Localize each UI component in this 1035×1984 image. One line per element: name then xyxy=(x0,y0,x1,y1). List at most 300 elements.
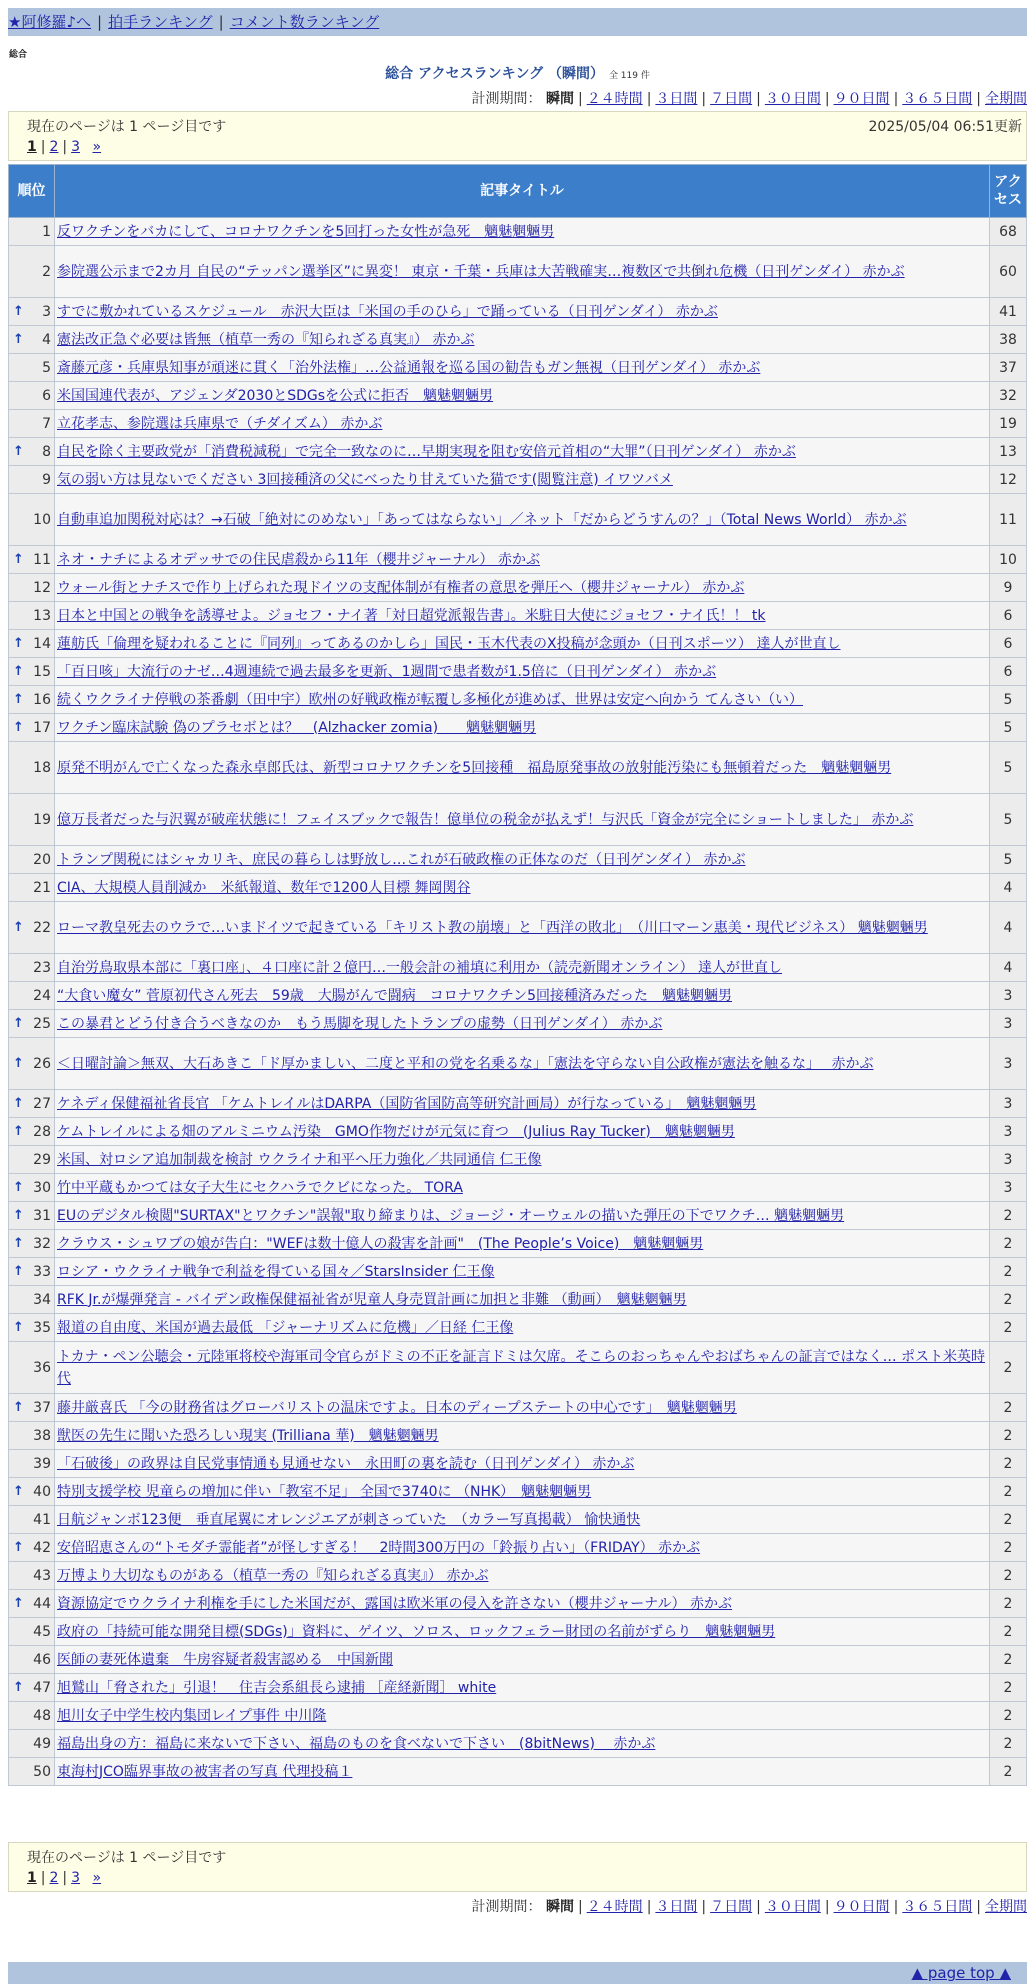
clap-ranking-link[interactable]: 拍手ランキング xyxy=(108,13,213,31)
table-row xyxy=(9,794,1027,846)
access-count: 4 xyxy=(990,954,1027,982)
article-link[interactable]: 万博より大切なものがある（植草一秀の『知られざる真実』） 赤かぶ xyxy=(57,1567,489,1584)
rank-number: 43 xyxy=(33,1567,51,1584)
up-arrow-icon: ↑ xyxy=(13,691,24,707)
table-row xyxy=(9,742,1027,794)
article-link[interactable]: 蓮舫氏「倫理を疑われることに『同列』ってあるのかしら」国民・玉木代表のX投稿が念頭か（日刊スポーツ） 達人が世直し xyxy=(57,635,841,652)
article-link[interactable]: 藤井厳喜氏 「今の財務省はグローバリストの温床ですよ。日本のディープステートの中心です」 魑魅魍魎男 xyxy=(57,1399,737,1416)
rank-cell xyxy=(9,298,55,326)
table-row xyxy=(9,1010,1027,1038)
rank-cell xyxy=(9,874,55,902)
comment-ranking-link[interactable]: コメント数ランキング xyxy=(229,13,380,31)
access-count: 3 xyxy=(990,1146,1027,1174)
article-link[interactable]: 旭川女子中学生校内集団レイプ事件 中川隆 xyxy=(57,1707,327,1724)
title-cell xyxy=(55,1758,990,1786)
rank-cell xyxy=(9,246,55,298)
period-link-365d[interactable]: ３６５日間 xyxy=(902,1899,973,1915)
access-count: 11 xyxy=(990,494,1027,546)
title-cell xyxy=(55,1702,990,1730)
table-row xyxy=(9,1342,1027,1394)
article-link[interactable]: 自動車追加関税対応は？→石破「絶対にのめない」「あってはならない」／ネット「だからどうすんの？」（Total News World） 赤かぶ xyxy=(57,511,907,528)
article-link[interactable]: ＜日曜討論＞無双、大石あきこ「ド厚かましい、二度と平和の党を名乗るな」「憲法を守らない自公政権が憲法を触るな」 赤かぶ xyxy=(57,1055,874,1072)
rank-cell xyxy=(9,1174,55,1202)
rank-cell xyxy=(9,1010,55,1038)
table-row xyxy=(9,1146,1027,1174)
category-label: 総合 xyxy=(9,50,28,60)
page-link-next[interactable]: » xyxy=(92,139,102,155)
title-cell xyxy=(55,874,990,902)
article-link[interactable]: 斎藤元彦・兵庫県知事が頑迷に貫く「治外法権」…公益通報を巡る国の勧告もガン無視（日刊ゲンダイ） 赤かぶ xyxy=(57,359,761,376)
article-link[interactable]: トランプ関税にはシャカリキ、庶民の暮らしは野放し…これが石破政権の正体なのだ（日刊ゲンダイ） 赤かぶ xyxy=(57,851,746,868)
rank-number: 14 xyxy=(33,635,51,652)
article-link[interactable]: 億万長者だった与沢翼が破産状態に！フェイスブックで報告！億単位の税金が払えず！与沢氏「資金が完全にショートしました」 赤かぶ xyxy=(57,811,914,828)
title-cell xyxy=(55,714,990,742)
current-page-text: 現在のページは 1 ページ目です xyxy=(27,119,227,135)
article-link[interactable]: 自民を除く主要政党が「消費税減税」で完全一致なのに…早期実現を阻む安倍元首相の“大罪”（日刊ゲンダイ） 赤かぶ xyxy=(57,443,796,460)
access-count: 5 xyxy=(990,846,1027,874)
rank-cell xyxy=(9,326,55,354)
period-current: 瞬間 xyxy=(545,91,574,107)
article-link[interactable]: 原発不明がんで亡くなった森永卓郎氏は、新型コロナワクチンを5回接種 福島原発事故の放射能汚染にも無頓着だった 魑魅魍魎男 xyxy=(57,759,892,776)
up-arrow-icon: ↑ xyxy=(13,1483,24,1499)
access-count: 19 xyxy=(990,410,1027,438)
access-count: 12 xyxy=(990,466,1027,494)
table-row xyxy=(9,902,1027,954)
article-link[interactable]: 福島出身の方：福島に来ないで下さい、福島のものを食べないで下さい (8bitNews) 赤かぶ xyxy=(57,1735,656,1752)
rank-number: 44 xyxy=(33,1595,51,1612)
rank-cell xyxy=(9,1590,55,1618)
up-arrow-icon: ↑ xyxy=(13,919,24,935)
table-row xyxy=(9,1202,1027,1230)
access-count: 60 xyxy=(990,246,1027,298)
table-row xyxy=(9,982,1027,1010)
article-link[interactable]: 米国、対ロシア追加制裁を検討 ウクライナ和平へ圧力強化／共同通信 仁王像 xyxy=(57,1151,542,1168)
article-link[interactable]: 米国国連代表が、アジェンダ2030とSDGsを公式に拒否 魑魅魍魎男 xyxy=(57,387,494,404)
up-arrow-icon: ↑ xyxy=(13,1235,24,1251)
access-count: 2 xyxy=(990,1450,1027,1478)
pagination: 1 | 2 | 3 » xyxy=(27,1870,102,1886)
access-count: 2 xyxy=(990,1286,1027,1314)
access-count: 6 xyxy=(990,630,1027,658)
rank-cell xyxy=(9,1286,55,1314)
page-title xyxy=(0,63,1035,83)
rank-number: 30 xyxy=(33,1179,51,1196)
up-arrow-icon: ↑ xyxy=(13,551,24,567)
access-count: 2 xyxy=(990,1342,1027,1394)
rank-cell xyxy=(9,954,55,982)
access-count: 41 xyxy=(990,298,1027,326)
up-arrow-icon: ↑ xyxy=(13,1679,24,1695)
nav-separator: | xyxy=(97,13,103,31)
table-row xyxy=(9,218,1027,246)
table-row xyxy=(9,1562,1027,1590)
up-arrow-icon: ↑ xyxy=(13,663,24,679)
rank-cell xyxy=(9,1258,55,1286)
rank-cell xyxy=(9,1730,55,1758)
title-cell xyxy=(55,1506,990,1534)
article-link[interactable]: 自治労鳥取県本部に「裏口座」、４口座に計２億円…一般会計の補填に利用か（読売新聞オンライン） 達人が世直し xyxy=(57,959,783,976)
title-cell xyxy=(55,1730,990,1758)
access-count: 2 xyxy=(990,1422,1027,1450)
ranking-table xyxy=(8,164,1027,1786)
article-link[interactable]: 獣医の先生に聞いた恐ろしい現実 (Trilliana 華) 魑魅魍魎男 xyxy=(57,1427,439,1444)
rank-number: 4 xyxy=(42,331,51,348)
up-arrow-icon: ↑ xyxy=(13,303,24,319)
article-link[interactable]: 報道の自由度、米国が過去最低 「ジャーナリズムに危機」／日経 仁王像 xyxy=(57,1319,514,1336)
article-link[interactable]: 日航ジャンボ123便 垂直尾翼にオレンジエアが刺さっていた （カラー写真掲載） 愉快通快 xyxy=(57,1511,641,1528)
title-cell xyxy=(55,298,990,326)
rank-number: 49 xyxy=(33,1735,51,1752)
title-cell xyxy=(55,1118,990,1146)
rank-number: 33 xyxy=(33,1263,51,1280)
article-link[interactable]: ネオ・ナチによるオデッサでの住民虐殺から11年（櫻井ジャーナル） 赤かぶ xyxy=(57,551,541,568)
title-cell xyxy=(55,658,990,686)
table-row xyxy=(9,602,1027,630)
period-link-7d[interactable]: ７日間 xyxy=(710,1899,753,1915)
table-row xyxy=(9,1478,1027,1506)
access-count: 9 xyxy=(990,574,1027,602)
rank-number: 13 xyxy=(33,607,51,624)
table-row xyxy=(9,1174,1027,1202)
title-cell xyxy=(55,574,990,602)
table-row xyxy=(9,466,1027,494)
table-row xyxy=(9,382,1027,410)
title-cell xyxy=(55,1618,990,1646)
article-link[interactable]: この暴君とどう付き合うべきなのか もう馬脚を現したトランプの虚勢（日刊ゲンダイ） 赤かぶ xyxy=(57,1015,663,1032)
article-link[interactable]: ウォール街とナチスで作り上げられた現ドイツの支配体制が有権者の意思を弾圧へ（櫻井ジャーナル） 赤かぶ xyxy=(57,579,745,596)
table-row xyxy=(9,494,1027,546)
rank-cell xyxy=(9,982,55,1010)
page-info-bottom xyxy=(8,1842,1027,1892)
rank-cell xyxy=(9,846,55,874)
rank-number: 11 xyxy=(33,551,51,568)
title-cell xyxy=(55,630,990,658)
up-arrow-icon: ↑ xyxy=(13,1055,24,1071)
access-count: 3 xyxy=(990,1010,1027,1038)
rank-number: 40 xyxy=(33,1483,51,1500)
article-link[interactable]: すでに敷かれているスケジュール 赤沢大臣は「米国の手のひら」で踊っている（日刊ゲンダイ） 赤かぶ xyxy=(57,303,718,320)
title-cell xyxy=(55,602,990,630)
rank-number: 3 xyxy=(42,303,51,320)
page-link-3[interactable]: 3 xyxy=(71,139,81,155)
page-link-1[interactable]: 1 xyxy=(27,1870,37,1886)
period-link-90d[interactable]: ９０日間 xyxy=(833,91,890,107)
article-link[interactable]: 憲法改正急ぐ必要は皆無（植草一秀の『知られざる真実』） 赤かぶ xyxy=(57,331,475,348)
column-header-title: 記事タイトル xyxy=(55,165,990,218)
title-cell xyxy=(55,218,990,246)
up-arrow-icon: ↑ xyxy=(13,1263,24,1279)
page-info-top xyxy=(8,111,1027,161)
title-cell xyxy=(55,1230,990,1258)
access-count: 2 xyxy=(990,1534,1027,1562)
page-top-link[interactable]: ▲ page top ▲ xyxy=(911,1964,1011,1982)
page-link-3[interactable]: 3 xyxy=(71,1870,81,1886)
title-cell xyxy=(55,354,990,382)
article-link[interactable]: “大食い魔女” 菅原初代さん死去 59歳 大腸がんで闘病 コロナワクチン5回接種済みだった 魑魅魍魎男 xyxy=(57,987,732,1004)
page-link-1[interactable]: 1 xyxy=(27,139,37,155)
page-link-2[interactable]: 2 xyxy=(49,1870,59,1886)
rank-number: 46 xyxy=(33,1651,51,1668)
title-cell xyxy=(55,246,990,298)
article-link[interactable]: 立花孝志、参院選は兵庫県で（チダイズム） 赤かぶ xyxy=(57,415,383,432)
article-link[interactable]: EUのデジタル検閲"SURTAX"とワクチン"誤報"取り締まりは、ジョージ・オーウェルの描いた弾圧の下でワクチ… 魑魅魍魎男 xyxy=(57,1207,845,1224)
ranking-title: 総合 アクセスランキング （瞬間） xyxy=(385,66,605,82)
rank-cell xyxy=(9,466,55,494)
title-cell xyxy=(55,902,990,954)
rank-cell xyxy=(9,1146,55,1174)
article-link[interactable]: 政府の「持続可能な開発目標(SDGs)」資料に、ゲイツ、ソロス、ロックフェラー財団の名前がずらり 魑魅魍魎男 xyxy=(57,1623,776,1640)
title-cell xyxy=(55,494,990,546)
rank-number: 38 xyxy=(33,1427,51,1444)
up-arrow-icon: ↑ xyxy=(13,1399,24,1415)
table-row xyxy=(9,1646,1027,1674)
table-row xyxy=(9,1702,1027,1730)
period-link-7d[interactable]: ７日間 xyxy=(710,91,753,107)
article-link[interactable]: RFK Jr.が爆弾発言 - バイデン政権保健福祉省が児童人身売買計画に加担と非難 （動画） 魑魅魍魎男 xyxy=(57,1291,687,1308)
title-cell xyxy=(55,846,990,874)
rank-number: 18 xyxy=(33,759,51,776)
access-count: 2 xyxy=(990,1506,1027,1534)
article-link[interactable]: 気の弱い方は見ないでください 3回接種済の父にべったり甘えていた猫です(閲覧注意) イワツバメ xyxy=(57,471,673,488)
article-link[interactable]: 竹中平蔵もかつては女子大生にセクハラでクビになった。 TORA xyxy=(57,1179,463,1196)
table-row xyxy=(9,1450,1027,1478)
article-link[interactable]: 東海村JCO臨界事故の被害者の写真 代理投稿１ xyxy=(57,1763,353,1780)
title-cell xyxy=(55,1258,990,1286)
table-row xyxy=(9,298,1027,326)
period-link-all[interactable]: 全期間 xyxy=(985,91,1027,107)
period-link-3d[interactable]: ３日間 xyxy=(655,1899,698,1915)
period-link-24h[interactable]: ２４時間 xyxy=(586,91,643,107)
article-link[interactable]: 医師の妻死体遺棄 牛房容疑者殺害認める 中国新聞 xyxy=(57,1651,393,1668)
access-count: 3 xyxy=(990,1174,1027,1202)
title-cell xyxy=(55,382,990,410)
rank-number: 39 xyxy=(33,1455,51,1472)
article-link[interactable]: トカナ・ペン公聴会・元陸軍将校や海軍司令官らがドミの不正を証言ドミは欠席。そこらのおっちゃんやおばちゃんの証言ではなく… ポスト米英時代 xyxy=(57,1348,986,1387)
title-cell xyxy=(55,1342,990,1394)
access-count: 5 xyxy=(990,794,1027,846)
up-arrow-icon: ↑ xyxy=(13,1319,24,1335)
rank-cell xyxy=(9,1646,55,1674)
title-cell xyxy=(55,742,990,794)
rank-cell xyxy=(9,902,55,954)
rank-cell xyxy=(9,1202,55,1230)
pagination: 1 | 2 | 3 » xyxy=(27,139,102,155)
table-row xyxy=(9,1286,1027,1314)
period-selector-top: 計測期間： 瞬間 | ２４時間 | ３日間 | ７日間 | ３０日間 | ９０日間 | ３６５日間 | 全期間 xyxy=(471,91,1027,107)
page-link-2[interactable]: 2 xyxy=(49,139,59,155)
access-count: 13 xyxy=(990,438,1027,466)
period-current: 瞬間 xyxy=(545,1899,574,1915)
access-count: 2 xyxy=(990,1202,1027,1230)
rank-cell xyxy=(9,1342,55,1394)
period-link-365d[interactable]: ３６５日間 xyxy=(902,91,973,107)
article-link[interactable]: ワクチン臨床試験 偽のプラセボとは？ (Alzhacker zomia) 魑魅魍魎男 xyxy=(57,719,537,736)
rank-cell xyxy=(9,742,55,794)
rank-cell xyxy=(9,658,55,686)
rank-number: 1 xyxy=(42,223,51,240)
up-arrow-icon: ↑ xyxy=(13,1207,24,1223)
rank-number: 48 xyxy=(33,1707,51,1724)
period-link-3d[interactable]: ３日間 xyxy=(655,91,698,107)
title-cell xyxy=(55,1010,990,1038)
rank-number: 21 xyxy=(33,879,51,896)
article-link[interactable]: ロシア・ウクライナ戦争で利益を得ている国々／StarsInsider 仁王像 xyxy=(57,1263,495,1280)
table-row xyxy=(9,1258,1027,1286)
period-link-24h[interactable]: ２４時間 xyxy=(586,1899,643,1915)
rank-cell xyxy=(9,1118,55,1146)
article-link[interactable]: 資源協定でウクライナ利権を手にした米国だが、露国は欧米軍の侵入を許さない（櫻井ジャーナル） 赤かぶ xyxy=(57,1595,733,1612)
rank-number: 10 xyxy=(33,511,51,528)
article-link[interactable]: ローマ教皇死去のウラで…いまドイツで起きている「キリスト教の崩壊」と「西洋の敗北」 （川口マーン惠美・現代ビジネス） 魑魅魍魎男 xyxy=(57,919,928,936)
access-count: 2 xyxy=(990,1394,1027,1422)
title-cell xyxy=(55,326,990,354)
rank-cell xyxy=(9,1562,55,1590)
period-link-all[interactable]: 全期間 xyxy=(985,1899,1027,1915)
period-link-90d[interactable]: ９０日間 xyxy=(833,1899,890,1915)
rank-number: 36 xyxy=(33,1359,51,1376)
table-row xyxy=(9,1590,1027,1618)
rank-number: 27 xyxy=(33,1095,51,1112)
rank-cell xyxy=(9,438,55,466)
period-link-30d[interactable]: ３０日間 xyxy=(764,1899,821,1915)
column-header-rank: 順位 xyxy=(9,165,55,218)
article-link[interactable]: ケムトレイルによる畑のアルミニウム汚染 GMO作物だけが元気に育つ (Julius Ray Tucker) 魑魅魍魎男 xyxy=(57,1123,735,1140)
rank-cell xyxy=(9,1422,55,1450)
access-count: 37 xyxy=(990,354,1027,382)
title-cell xyxy=(55,954,990,982)
title-cell xyxy=(55,466,990,494)
article-link[interactable]: 安倍昭恵さんの“トモダチ霊能者”が怪しすぎる！ 2時間300万円の「鈴振り占い」（FRIDAY） 赤かぶ xyxy=(57,1539,701,1556)
rank-number: 28 xyxy=(33,1123,51,1140)
rank-number: 24 xyxy=(33,987,51,1004)
up-arrow-icon: ↑ xyxy=(13,1015,24,1031)
access-count: 5 xyxy=(990,742,1027,794)
access-count: 2 xyxy=(990,1478,1027,1506)
table-row xyxy=(9,954,1027,982)
top-nav-bar xyxy=(8,8,1027,36)
access-count: 2 xyxy=(990,1562,1027,1590)
rank-cell xyxy=(9,546,55,574)
page-link-next[interactable]: » xyxy=(92,1870,102,1886)
title-cell xyxy=(55,1286,990,1314)
title-cell xyxy=(55,982,990,1010)
rank-cell xyxy=(9,714,55,742)
access-count: 2 xyxy=(990,1258,1027,1286)
access-count: 10 xyxy=(990,546,1027,574)
article-link[interactable]: 「石破後」の政界は自民党事情通も見通せない 永田町の裏を読む（日刊ゲンダイ） 赤かぶ xyxy=(57,1455,635,1472)
title-cell xyxy=(55,1314,990,1342)
article-link[interactable]: 特別支援学校 児童らの増加に伴い「教室不足」 全国で3740に （NHK） 魑魅魍魎男 xyxy=(57,1483,592,1500)
up-arrow-icon: ↑ xyxy=(13,719,24,735)
home-link[interactable]: ★阿修羅♪へ xyxy=(8,13,92,31)
rank-number: 2 xyxy=(42,263,51,280)
rank-number: 23 xyxy=(33,959,51,976)
rank-number: 20 xyxy=(33,851,51,868)
article-link[interactable]: 反ワクチンをバカにして、コロナワクチンを5回打った女性が急死 魑魅魍魎男 xyxy=(57,223,555,240)
article-link[interactable]: ケネディ保健福祉省長官 「ケムトレイルはDARPA（国防省国防高等研究計画局）が行なっている」 魑魅魍魎男 xyxy=(57,1095,757,1112)
rank-number: 32 xyxy=(33,1235,51,1252)
article-link[interactable]: 日本と中国との戦争を誘導せよ。ジョセフ・ナイ著「対日超党派報告書」。米駐日大使にジョセフ・ナイ氏！！ tk xyxy=(57,607,766,624)
article-link[interactable]: 参院選公示まで2カ月 自民の“テッパン選挙区”に異変！ 東京・千葉・兵庫は大苦戦確実…複数区で共倒れ危機（日刊ゲンダイ） 赤かぶ xyxy=(57,263,905,280)
rank-number: 15 xyxy=(33,663,51,680)
access-count: 68 xyxy=(990,218,1027,246)
rank-cell xyxy=(9,602,55,630)
access-count: 4 xyxy=(990,874,1027,902)
rank-number: 41 xyxy=(33,1511,51,1528)
table-row xyxy=(9,354,1027,382)
article-link[interactable]: 「百日咳」大流行のナゼ…4週連続で過去最多を更新、1週間で患者数が1.5倍に（日刊ゲンダイ） 赤かぶ xyxy=(57,663,717,680)
table-row xyxy=(9,574,1027,602)
access-count: 6 xyxy=(990,658,1027,686)
rank-cell xyxy=(9,574,55,602)
up-arrow-icon: ↑ xyxy=(13,331,24,347)
nav-separator: | xyxy=(218,13,224,31)
access-count: 2 xyxy=(990,1702,1027,1730)
current-page-text: 現在のページは 1 ページ目です xyxy=(27,1850,227,1866)
table-row xyxy=(9,1422,1027,1450)
table-row xyxy=(9,1314,1027,1342)
article-link[interactable]: 続くウクライナ停戦の茶番劇（田中宇）欧州の好戦政権が転覆し多極化が進めば、世界は安定へ向かう てんさい（い） xyxy=(57,691,804,708)
rank-cell xyxy=(9,1478,55,1506)
rank-number: 6 xyxy=(42,387,51,404)
article-link[interactable]: 旭鷲山「脅された」引退！ 住吉会系組長ら逮捕 ［産経新聞］ white xyxy=(57,1679,497,1696)
rank-cell xyxy=(9,1450,55,1478)
period-link-30d[interactable]: ３０日間 xyxy=(764,91,821,107)
access-count: 4 xyxy=(990,902,1027,954)
up-arrow-icon: ↑ xyxy=(13,635,24,651)
title-cell xyxy=(55,1090,990,1118)
title-cell xyxy=(55,410,990,438)
table-row xyxy=(9,246,1027,298)
title-cell xyxy=(55,438,990,466)
title-cell xyxy=(55,1394,990,1422)
access-count: 3 xyxy=(990,1090,1027,1118)
table-row xyxy=(9,438,1027,466)
title-cell xyxy=(55,1674,990,1702)
title-cell xyxy=(55,1038,990,1090)
rank-cell xyxy=(9,1758,55,1786)
access-count: 32 xyxy=(990,382,1027,410)
rank-cell xyxy=(9,494,55,546)
article-link[interactable]: CIA、大規模人員削減か 米紙報道、数年で1200人目標 舞岡関谷 xyxy=(57,879,471,896)
up-arrow-icon: ↑ xyxy=(13,1595,24,1611)
updated-timestamp: 2025/05/04 06:51更新 xyxy=(868,119,1022,135)
article-link[interactable]: クラウス・シュワブの娘が告白："WEFは数十億人の殺害を計画" (The People’s Voice) 魑魅魍魎男 xyxy=(57,1235,704,1252)
table-row xyxy=(9,546,1027,574)
rank-number: 29 xyxy=(33,1151,51,1168)
rank-number: 12 xyxy=(33,579,51,596)
rank-number: 9 xyxy=(42,471,51,488)
total-count: 全 119 件 xyxy=(608,71,650,81)
access-count: 2 xyxy=(990,1230,1027,1258)
table-row xyxy=(9,1038,1027,1090)
access-count: 3 xyxy=(990,1038,1027,1090)
table-row xyxy=(9,326,1027,354)
access-count: 2 xyxy=(990,1674,1027,1702)
title-cell xyxy=(55,546,990,574)
rank-cell xyxy=(9,382,55,410)
rank-number: 5 xyxy=(42,359,51,376)
rank-number: 19 xyxy=(33,811,51,828)
access-count: 2 xyxy=(990,1314,1027,1342)
title-cell xyxy=(55,1534,990,1562)
rank-number: 50 xyxy=(33,1763,51,1780)
access-count: 2 xyxy=(990,1590,1027,1618)
rank-number: 16 xyxy=(33,691,51,708)
access-count: 2 xyxy=(990,1646,1027,1674)
rank-number: 37 xyxy=(33,1399,51,1416)
table-row xyxy=(9,686,1027,714)
